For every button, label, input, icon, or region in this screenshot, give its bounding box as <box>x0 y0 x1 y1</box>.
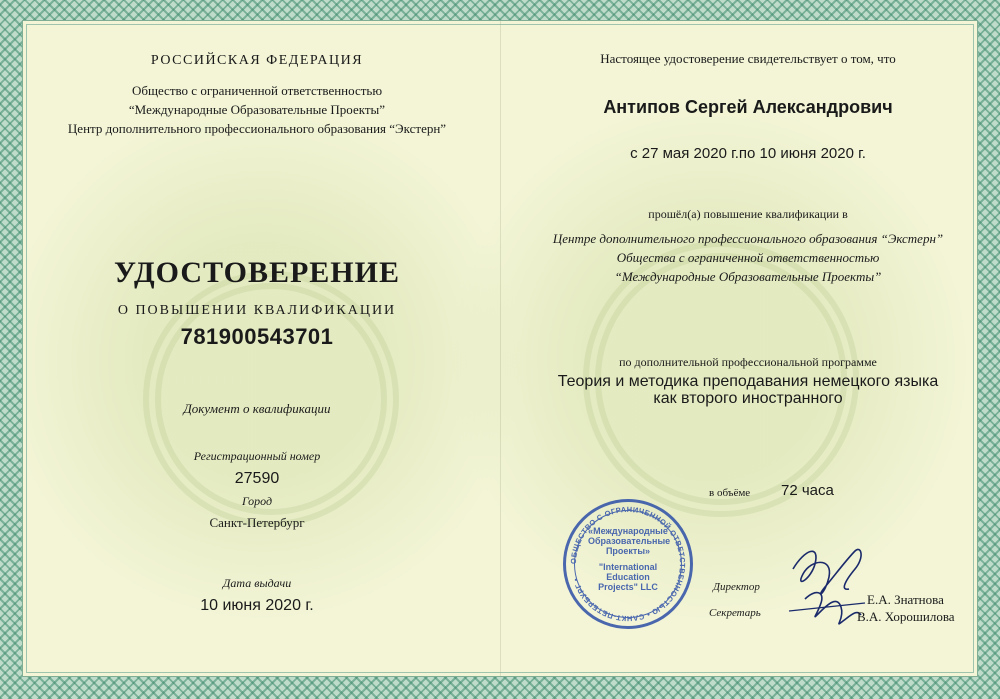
program-title <box>513 373 983 407</box>
organization-stamp <box>563 499 693 629</box>
stamp-core <box>588 526 671 592</box>
city-label: Город <box>241 494 273 508</box>
program-title-line-1: Теория и методика преподавания немецкого языка <box>557 373 939 390</box>
left-page <box>23 21 491 676</box>
stamp-core-line-1: «Международные Образовательные Проекты» <box>588 526 671 556</box>
director-label: Директор <box>713 581 760 593</box>
registration-number: 27590 <box>234 470 280 487</box>
issuer-line-1: Общество с ограниченной ответственностью <box>131 83 383 98</box>
program-title-line-2: как второго иностранного <box>653 390 843 407</box>
issuer-line-2: “Международные Образовательные Проекты” <box>128 102 386 117</box>
training-org-line-1: Центре дополнительного профессионального образования “Экстерн” <box>552 231 944 246</box>
passed-text: прошёл(а) повышение квалификации в <box>648 207 848 221</box>
training-org-line-2: Общества с ограниченной ответственностью <box>616 250 880 265</box>
country-heading: РОССИЙСКАЯ ФЕДЕРАЦИЯ <box>150 53 364 68</box>
program-label: по дополнительной профессиональной программе <box>619 355 877 369</box>
certificate-paper <box>22 20 978 677</box>
holder-name: Антипов Сергей Александрович <box>603 97 893 117</box>
document-type: Документ о квалификации <box>183 401 331 416</box>
training-organization <box>513 229 983 286</box>
center-fold <box>500 21 501 676</box>
volume-label: в объёме <box>709 487 751 499</box>
city-value: Санкт-Петербург <box>209 515 305 530</box>
right-page <box>513 21 983 676</box>
issuer-block <box>23 81 491 138</box>
intro-text: Настоящее удостоверение свидетельствует о том, что <box>600 51 896 66</box>
registration-label: Регистрационный номер <box>193 449 321 463</box>
stamp-core-line-2: "International Education Projects" LLC <box>598 562 658 592</box>
director-name: Е.А. Знатнова <box>867 592 944 607</box>
issue-date-value: 10 июня 2020 г. <box>200 597 314 614</box>
training-period: с 27 мая 2020 г.по 10 июня 2020 г. <box>630 145 866 162</box>
certificate-subtitle: О ПОВЫШЕНИИ КВАЛИФИКАЦИИ <box>117 303 397 318</box>
certificate-number: 781900543701 <box>180 324 334 349</box>
secretary-name: В.А. Хорошилова <box>857 609 955 624</box>
training-org-line-3: “Международные Образовательные Проекты” <box>614 269 882 284</box>
volume-value: 72 часа <box>781 482 834 499</box>
issuer-line-3: Центр дополнительного профессионального образования “Экстерн” <box>67 121 447 136</box>
stamp-ring-text: ОБЩЕСТВО С ОГРАНИЧЕННОЙ ОТВЕТСТВЕННОСТЬЮ • САНКТ-ПЕТЕРБУРГ • <box>568 504 688 624</box>
certificate-title: УДОСТОВЕРЕНИЕ <box>114 256 400 289</box>
issue-date-label: Дата выдачи <box>222 576 292 590</box>
secretary-label: Секретарь <box>709 607 761 619</box>
